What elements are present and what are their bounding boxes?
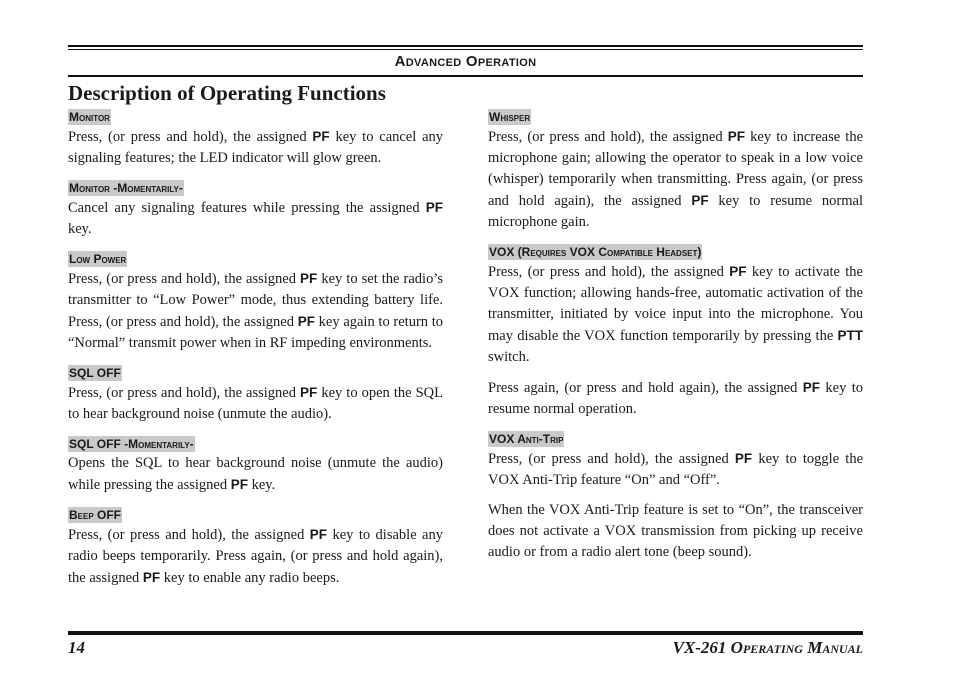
page-number: 14 [68,638,85,657]
pf-key-label: PF [142,570,161,585]
left-column [68,108,443,589]
pf-key-label: PF [230,477,248,492]
page-heading: Description of Operating Functions [68,81,386,105]
function-description: Press, (or press and hold), the assigned PF key to cancel any signaling features; the LED indicator will glow green. [68,129,444,166]
ptt-key-label: PTT [837,328,863,343]
function-title: Whisper [489,110,531,124]
function-description-2: Press again, (or press and hold again), the assigned PF key to resume normal operation. [488,380,863,417]
function-title: VOX (Requires VOX Compatible Headset) [489,245,702,259]
function-low-power [68,250,443,354]
function-title: Monitor -Momentarily- [69,181,183,195]
pf-key-label: PF [802,380,821,395]
pf-key-label: PF [425,200,443,215]
function-vox-anti-trip [488,430,863,563]
function-title: Beep OFF [69,508,122,522]
pf-key-label: PF [729,264,747,279]
pf-key-label: PF [300,271,318,286]
function-whisper [488,108,863,233]
function-sql-off [68,364,443,425]
header-rule-bottom [68,75,863,77]
right-column [488,108,863,563]
pf-key-label: PF [297,314,315,329]
pf-key-label: PF [691,193,709,208]
function-monitor [68,108,443,169]
function-title: SQL OFF [69,366,121,380]
function-description: Press, (or press and hold), the assigned PF key to toggle the VOX Anti-Trip feature “On” and “Off”. [488,451,864,488]
function-description-2: When the VOX Anti-Trip feature is set to “On”, the transceiver does not activate a VOX transmission from picking up receive audio or from a radio alert tone (beep sound). [488,502,863,560]
function-title: Low Power [69,252,127,266]
function-sql-off-momentarily [68,435,443,496]
section-title: Advanced Operation [394,53,537,70]
pf-key-label: PF [312,129,330,144]
function-title: Monitor [69,110,110,124]
function-description: Press, (or press and hold), the assigned PF key to activate the VOX function; allowing hands-free, automatic activation of the transmitter, initiated by voice input into the microphone. You may disable the VOX function temporarily by pressing the PTT switch. [488,264,863,365]
pf-key-label: PF [309,527,328,542]
function-title: SQL OFF -Momentarily- [69,437,194,451]
function-description: Press, (or press and hold), the assigned PF key to increase the microphone gain; allowing the operator to speak in a low voice (whisper) temporarily when transmitting. Press again, (or press and hold again), the assigned PF key to resume normal microphone gain. [488,129,863,230]
function-description: Opens the SQL to hear background noise (unmute the audio) while pressing the assigned PF key. [68,455,443,493]
function-description: Press, (or press and hold), the assigned PF key to disable any radio beeps temporarily. Press again, (or press and hold again), the assigned PF key to enable any radio beeps. [68,527,443,586]
function-vox [488,243,863,420]
manual-title: VX-261 Operating Manual [672,638,863,657]
function-description: Press, (or press and hold), the assigned PF key to set the radio’s transmitter to “Low Power” mode, thus extending battery life. Press, (or press and hold), the assigned PF key again to return to “Normal” transmit power when in RF impeding environments. [68,271,444,351]
function-title: VOX Anti-Trip [489,432,564,446]
pf-key-label: PF [734,451,753,466]
pf-key-label: PF [727,129,746,144]
header-rule-top [68,45,863,47]
function-monitor-momentarily [68,179,443,240]
function-beep-off [68,506,443,589]
footer-rule [68,631,863,635]
pf-key-label: PF [300,385,318,400]
function-description: Press, (or press and hold), the assigned PF key to open the SQL to hear background noise (unmute the audio). [68,385,443,422]
function-description: Cancel any signaling features while pressing the assigned PF key. [68,200,443,237]
